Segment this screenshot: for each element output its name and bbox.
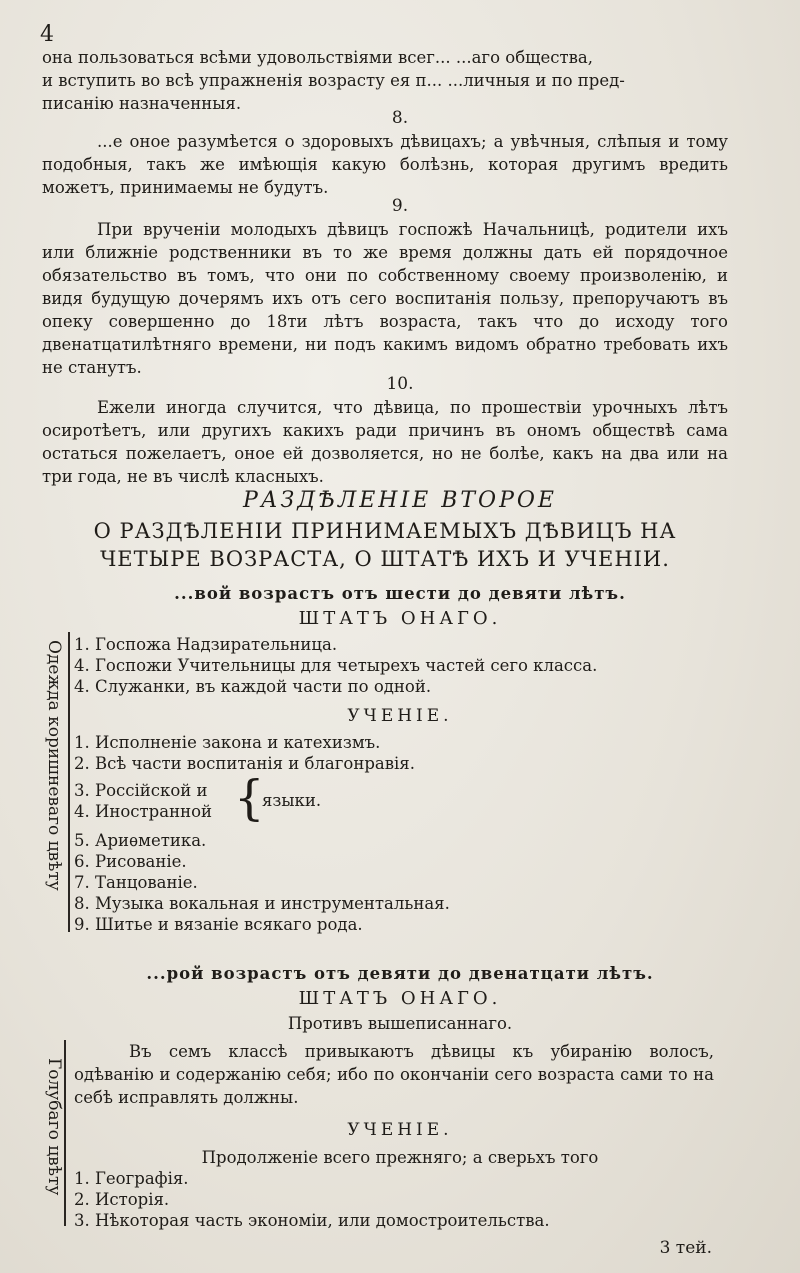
section-10-text [42,396,728,488]
list-item: 7. Танцованiе. [74,873,198,892]
age1-uniform-label: Одежда коришневаго цвѣту [44,640,64,891]
section-9-text [42,218,728,379]
age2-paragraph: Въ семъ классѣ привыкаютъ дѣвицы къ убиранiю волосъ, одѣванiю и содержанiю себя; ибо по окончанiи сего возраста сами то на себѣ исправлять должны. [74,1042,714,1107]
division-subtitle: О РАЗДѢЛЕНIИ ПРИНИМАЕМЫХЪ ДѢВИЦЪ НА ЧЕТЫРЕ ВОЗРАСТА, О ШТАТѢ ИХЪ И УЧЕНIИ. [93,519,677,571]
intro-paragraph [42,46,728,115]
section-10-paragraph: Ежели иногда случится, что дѣвица, по прошествiи урочныхъ лѣтъ осиротѣетъ, или другихъ какихъ ради причинъ въ ономъ обществѣ сама остаться пожелаетъ, оное ей дозволяется, но не болѣе, какъ на два или на три года, не въ числѣ класныхъ. [42,398,728,486]
age1-heading: ...вой возрастъ отъ шести до девяти лѣтъ. [174,584,626,603]
list-item: 4. Госпожи Учительницы для четырехъ частей сего класса. [74,656,598,675]
list-item: 9. Шитье и вязанiе всякаго рода. [74,915,363,934]
age2-study-intro: Продолженiе всего прежняго; а сверьхъ того [201,1148,599,1167]
section-8-paragraph: ...е оное разумѣется о здоровыхъ дѣвицахъ; а увѣчныя, слѣпыя и тому подобныя, такъ же имѣющiя какую болѣзнь, которая другимъ вредить можетъ, принимаемы не будутъ. [42,132,728,197]
age1-study-title: УЧЕНIЕ. [347,706,453,726]
age2-paragraph-block [74,1040,714,1109]
intro-line: писанiю назначенныя. [42,94,242,113]
section-10-number: 10. [386,374,414,394]
age1-study-list-b [74,830,450,935]
age2-heading: ...рой возрастъ отъ девяти до двенатцати лѣтъ. [146,964,654,983]
age1-bracket [68,632,70,932]
list-item: 1. Географiя. [74,1169,189,1188]
age2-uniform-label: Голубаго цвѣту [44,1058,64,1196]
list-item: 8. Музыка вокальная и инструментальная. [74,894,450,913]
list-item: 1. Госпожа Надзирательница. [74,635,338,654]
list-item: 2. Исторiя. [74,1190,170,1209]
age1-staff-title: ШТАТЪ ОНАГО. [298,608,502,629]
catchword: 3 тей. [659,1238,712,1258]
age1-study-list-a [74,732,415,774]
age2-study-title: УЧЕНIЕ. [347,1120,453,1140]
language-items [74,780,212,822]
section-9-paragraph: При врученiи молодыхъ дѣвицъ госпожѣ Начальницѣ, родители ихъ или ближнiе родственники въ то же время должны дать ей порядочное обязательство въ томъ, что они по собственному своему произволенiю, и видя будущую дочерямъ ихъ отъ сего воспитанiя пользу, препоручаютъ въ опеку совершенно до 18ти лѣтъ возраста, такъ что до исходу того двенатцатилѣтняго времени, ни подъ какимъ видомъ обратно требовать ихъ не станутъ. [42,220,728,377]
list-item: 1. Исполненiе закона и катехизмъ. [74,733,381,752]
section-9-number: 9. [391,196,409,216]
list-item: 4. Служанки, въ каждой части по одной. [74,677,432,696]
list-item: 2. Всѣ части воспитанiя и благонравiя. [74,754,415,773]
intro-line: она пользоваться всѣми удовольствiями всег... ...аго общества, [42,48,593,67]
list-item: 6. Рисованiе. [74,852,187,871]
section-8-text [42,130,728,199]
age2-staff-note: Противъ вышеписаннаго. [287,1014,513,1033]
list-item: 3. Нѣкоторая часть экономiи, или домостроительства. [74,1211,550,1230]
page-number: 4 [40,22,54,47]
age2-staff-title: ШТАТЪ ОНАГО. [298,988,502,1009]
list-item: 5. Ариѳметика. [74,831,207,850]
list-item: 4. Иностранной [74,802,213,821]
language-label: языки. [262,791,322,810]
division-title: РАЗДѢЛЕНIЕ ВТОРОЕ [243,488,557,513]
list-item: 3. Россiйской и [74,781,208,800]
curly-brace-glyph: { [234,770,265,826]
age2-study-list [74,1168,550,1231]
intro-line: и вступить во всѣ упражненiя возрасту ея п... ...личныя и по пред- [42,71,625,90]
age1-staff-list [74,634,597,697]
section-8-number: 8. [391,108,409,128]
